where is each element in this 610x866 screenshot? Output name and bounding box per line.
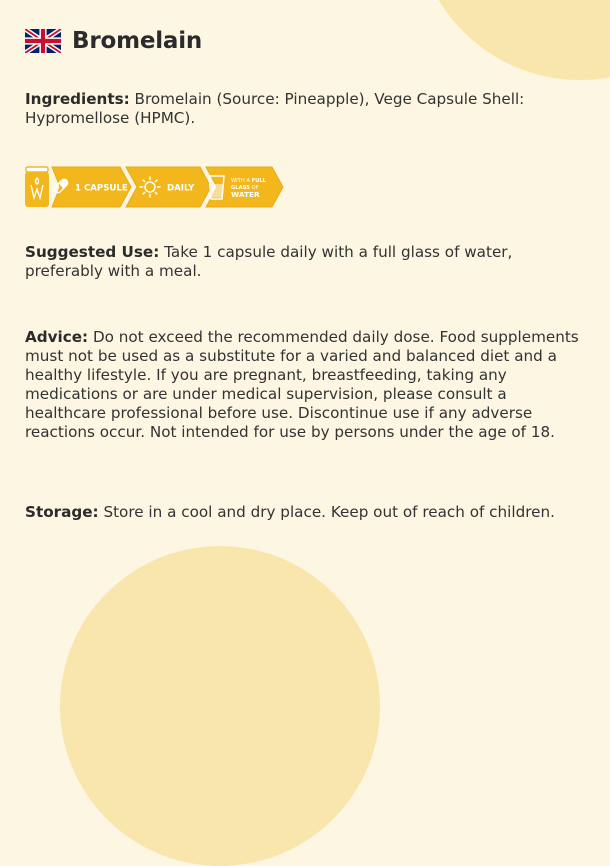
- suggested-use-section: [25, 243, 585, 281]
- dosage-strip: [25, 165, 290, 209]
- water-step: [206, 167, 283, 207]
- storage-label: Storage:: [25, 503, 99, 521]
- ingredients-label: Ingredients:: [25, 90, 130, 108]
- daily-label: DAILY: [167, 183, 195, 194]
- capsule-step: [52, 167, 131, 207]
- jar-badge: [25, 167, 49, 207]
- suggested-use-text: Take 1 capsule daily with a full glass of water, preferably with a meal.: [25, 243, 513, 280]
- water-label-full: FULL: [251, 178, 266, 184]
- decorative-circle-top: [415, 0, 610, 80]
- daily-step: [126, 167, 211, 207]
- advice-text: Do not exceed the recommended daily dose. Food supplements must not be used as a substitute for a varied and balanced diet and a healthy lifestyle. If you are pregnant, breastfeeding, taking any medications or are under medical supervision, please consult a healthcare professional before use. Discontinue use if any adverse reactions occur. Not intended for use by persons under the age of 18.: [25, 328, 579, 441]
- water-label-with-a: WITH A: [231, 178, 250, 184]
- advice-label: Advice:: [25, 328, 89, 346]
- water-label-glass: GLASS: [231, 185, 250, 191]
- suggested-use-label: Suggested Use:: [25, 243, 160, 261]
- ingredients-section: [25, 90, 585, 128]
- water-label-line1: [231, 178, 267, 184]
- storage-text: Store in a cool and dry place. Keep out of reach of children.: [103, 503, 555, 521]
- storage-section: [25, 503, 585, 522]
- water-label-of: OF: [251, 185, 259, 191]
- product-header: [25, 28, 202, 54]
- uk-flag-icon: [25, 29, 61, 53]
- capsule-label: 1 CAPSULE: [75, 183, 128, 194]
- ingredients-text: Bromelain (Source: Pineapple), Vege Capsule Shell: Hypromellose (HPMC).: [25, 90, 525, 127]
- water-label-water: WATER: [231, 190, 260, 199]
- decorative-circle-bottom: [60, 546, 380, 866]
- product-title: Bromelain: [72, 28, 203, 54]
- advice-section: [25, 328, 585, 442]
